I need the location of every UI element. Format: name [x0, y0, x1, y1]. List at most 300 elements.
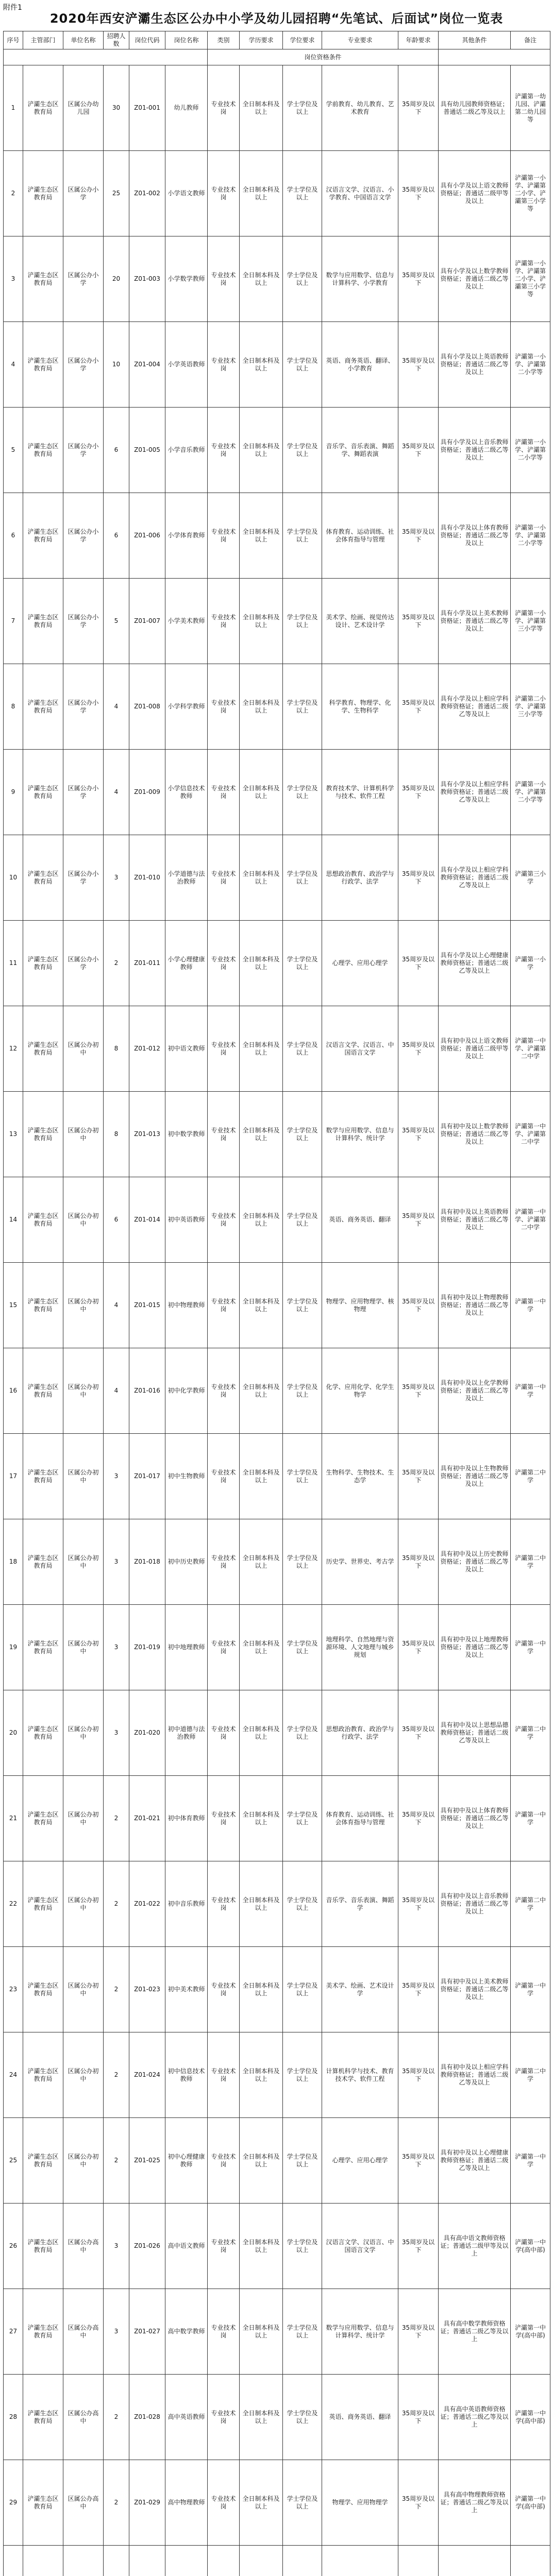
table-body: [4, 65, 550, 2576]
cell-age: [398, 2546, 439, 2576]
cell-dept: 浐灞生态区教育局: [23, 579, 63, 664]
cell-unit: 区属公办初中: [63, 1434, 104, 1519]
cell-note: 浐灞第一中学: [511, 1348, 550, 1434]
cell-no: 27: [4, 2289, 23, 2375]
cell-age: 35周岁及以下: [398, 2204, 439, 2289]
cell-dept: [23, 2546, 63, 2576]
cell-age: 35周岁及以下: [398, 2118, 439, 2204]
cell-dept: 浐灞生态区教育局: [23, 493, 63, 579]
cell-dept: 浐灞生态区教育局: [23, 2375, 63, 2460]
cell-cat: 专业技术岗: [208, 2375, 240, 2460]
cell-post: 高中语文教师: [165, 2204, 208, 2289]
table-row: [4, 2546, 550, 2576]
cell-degree: 学士学位及以上: [283, 1092, 322, 1177]
cell-cat: 专业技术岗: [208, 1263, 240, 1348]
table-row: [4, 1861, 550, 1947]
cell-unit: 区属公办初中: [63, 1348, 104, 1434]
cell-edu: 全日制本科及以上: [240, 2460, 283, 2546]
cell-no: 3: [4, 236, 23, 322]
cell-dept: 浐灞生态区教育局: [23, 1690, 63, 1776]
cell-edu: 全日制本科及以上: [240, 1177, 283, 1263]
cell-age: 35周岁及以下: [398, 1006, 439, 1092]
table-row: [4, 2460, 550, 2546]
cell-code: Z01-029: [129, 2460, 165, 2546]
cell-post: 小学心理健康教师: [165, 921, 208, 1006]
cell-unit: 区属公办小学: [63, 408, 104, 493]
cell-code: Z01-020: [129, 1690, 165, 1776]
cell-cond: 具有高中数学教师资格证；普通话二级乙等及以上: [439, 2289, 511, 2375]
cell-unit: 区属公办初中: [63, 1263, 104, 1348]
cell-dept: 浐灞生态区教育局: [23, 664, 63, 750]
cell-cond: 具有初中及以上地理教师资格证；普通话二级乙等及以上: [439, 1605, 511, 1690]
cell-post: 小学体育教师: [165, 493, 208, 579]
cell-post: 初中体育教师: [165, 1776, 208, 1861]
cell-cat: 专业技术岗: [208, 2289, 240, 2375]
cell-post: 初中信息技术教师: [165, 2032, 208, 2118]
cell-unit: 区属公办初中: [63, 1006, 104, 1092]
cell-no: 6: [4, 493, 23, 579]
cell-unit: 区属公办高中: [63, 2375, 104, 2460]
col-header-count: 招聘人数: [104, 31, 129, 49]
cell-edu: 全日制本科及以上: [240, 408, 283, 493]
cell-dept: 浐灞生态区教育局: [23, 1861, 63, 1947]
cell-cond: 具有初中及以上思想品德教师资格证；普通话二级乙等及以上: [439, 1690, 511, 1776]
cell-note: 浐灞第一中学: [511, 2118, 550, 2204]
cell-no: 2: [4, 151, 23, 236]
cell-note: 浐灞第一小学、浐灞第三小学等: [511, 579, 550, 664]
cell-cat: 专业技术岗: [208, 493, 240, 579]
cell-no: 12: [4, 1006, 23, 1092]
cell-note: 浐灞第一中学(高中部): [511, 2460, 550, 2546]
cell-no: 20: [4, 1690, 23, 1776]
cell-degree: 学士学位及以上: [283, 1263, 322, 1348]
cell-code: Z01-017: [129, 1434, 165, 1519]
cell-degree: 学士学位及以上: [283, 921, 322, 1006]
cell-post: 初中历史教师: [165, 1519, 208, 1605]
cell-age: 35周岁及以下: [398, 1263, 439, 1348]
cell-degree: 学士学位及以上: [283, 2118, 322, 2204]
cell-count: 2: [104, 1947, 129, 2032]
cell-major: 英语、商务英语、翻译: [322, 2375, 398, 2460]
cell-unit: 区属公办高中: [63, 2204, 104, 2289]
cell-cond: 具有高中语文教师资格证；普通话二级甲等及以上: [439, 2204, 511, 2289]
cell-note: 浐灞第二小学、浐灞第三小学等: [511, 664, 550, 750]
table-row: [4, 236, 550, 322]
cell-no: 23: [4, 1947, 23, 2032]
cell-major: 数学与应用数学、信息与计算科学、小学教育: [322, 236, 398, 322]
cell-edu: 全日制本科及以上: [240, 1434, 283, 1519]
cell-major: 历史学、世界史、考古学: [322, 1519, 398, 1605]
cell-no: 15: [4, 1263, 23, 1348]
table-row: [4, 1434, 550, 1519]
cell-edu: 全日制本科及以上: [240, 1348, 283, 1434]
cell-edu: 全日制本科及以上: [240, 664, 283, 750]
cell-age: 35周岁及以下: [398, 921, 439, 1006]
table-row: [4, 2289, 550, 2375]
cell-cat: 专业技术岗: [208, 408, 240, 493]
cell-major: 思想政治教育、政治学与行政学、法学: [322, 1690, 398, 1776]
table-row: [4, 322, 550, 408]
cell-unit: 区属公办初中: [63, 1177, 104, 1263]
cell-major: 体育教育、运动训练、社会体育指导与管理: [322, 1776, 398, 1861]
cell-age: 35周岁及以下: [398, 1434, 439, 1519]
cell-edu: [240, 2546, 283, 2576]
attachment-label: 附件1: [3, 4, 22, 12]
cell-code: Z01-021: [129, 1776, 165, 1861]
table-row: [4, 835, 550, 921]
cell-cond: 具有初中及以上历史教师资格证；普通话二级乙等及以上: [439, 1519, 511, 1605]
cell-post: 初中化学教师: [165, 1348, 208, 1434]
cell-code: Z01-019: [129, 1605, 165, 1690]
cell-degree: 学士学位及以上: [283, 1947, 322, 2032]
cell-count: 5: [104, 579, 129, 664]
cell-degree: [283, 2546, 322, 2576]
cell-unit: 区属公办初中: [63, 1690, 104, 1776]
cell-note: 浐灞第三小学: [511, 835, 550, 921]
cell-edu: 全日制本科及以上: [240, 65, 283, 151]
cell-cond: 具有小学及以上相应学科教师资格证；普通话二级乙等及以上: [439, 835, 511, 921]
cell-cond: 具有小学及以上心理健康教师资格证；普通话二级乙等及以上: [439, 921, 511, 1006]
col-header-unit: 单位名称: [63, 31, 104, 49]
cell-cond: 具有小学及以上相应学科教师资格证；普通话二级乙等及以上: [439, 750, 511, 835]
cell-note: 浐灞第一小学、浐灞第二小学等: [511, 408, 550, 493]
cell-degree: 学士学位及以上: [283, 1690, 322, 1776]
cell-age: 35周岁及以下: [398, 579, 439, 664]
cell-no: 29: [4, 2460, 23, 2546]
cell-post: 高中物理教师: [165, 2460, 208, 2546]
cell-degree: 学士学位及以上: [283, 322, 322, 408]
cell-unit: 区属公办小学: [63, 151, 104, 236]
cell-cond: 具有初中及以上英语教师资格证；普通话二级乙等及以上: [439, 1177, 511, 1263]
cell-note: 浐灞第一中学、浐灞第二中学: [511, 1006, 550, 1092]
cell-note: 浐灞第一小学、浐灞第二小学、浐灞第三小学等: [511, 236, 550, 322]
cell-major: 汉语言文学、汉语言、小学教育、中国语言文学: [322, 151, 398, 236]
cell-count: 2: [104, 2032, 129, 2118]
cell-code: Z01-024: [129, 2032, 165, 2118]
cell-edu: 全日制本科及以上: [240, 151, 283, 236]
cell-age: 35周岁及以下: [398, 1861, 439, 1947]
cell-note: 浐灞第一小学、浐灞第二小学、浐灞第三小学等: [511, 151, 550, 236]
cell-unit: 区属公办初中: [63, 1519, 104, 1605]
cell-count: 8: [104, 1092, 129, 1177]
table-row: [4, 1092, 550, 1177]
cell-note: 浐灞第一幼儿园、浐灞第二幼儿园等: [511, 65, 550, 151]
table-row: [4, 1348, 550, 1434]
cell-degree: 学士学位及以上: [283, 750, 322, 835]
cell-dept: 浐灞生态区教育局: [23, 1006, 63, 1092]
cell-post: 小学信息技术教师: [165, 750, 208, 835]
cell-code: Z01-010: [129, 835, 165, 921]
cell-cat: 专业技术岗: [208, 322, 240, 408]
cell-count: 2: [104, 921, 129, 1006]
cell-major: 生物科学、生物技术、生态学: [322, 1434, 398, 1519]
cell-count: 10: [104, 322, 129, 408]
cell-degree: 学士学位及以上: [283, 2289, 322, 2375]
table-row: [4, 1947, 550, 2032]
table-row: [4, 151, 550, 236]
cell-major: 美术学、绘画、视觉传达设计、艺术设计学: [322, 579, 398, 664]
cell-post: 初中语文教师: [165, 1006, 208, 1092]
cell-edu: 全日制本科及以上: [240, 750, 283, 835]
cell-degree: 学士学位及以上: [283, 579, 322, 664]
cell-major: 物理学、应用物理学: [322, 2460, 398, 2546]
cell-post: 高中数学教师: [165, 2289, 208, 2375]
cell-post: 小学音乐教师: [165, 408, 208, 493]
cell-major: 英语、商务英语、翻译、小学教育: [322, 322, 398, 408]
cell-count: 3: [104, 2289, 129, 2375]
cell-cat: 专业技术岗: [208, 1177, 240, 1263]
col-header-code: 岗位代码: [129, 31, 165, 49]
cell-edu: 全日制本科及以上: [240, 579, 283, 664]
cell-cond: 具有初中及以上物理教师资格证；普通话二级乙等及以上: [439, 1263, 511, 1348]
cell-dept: 浐灞生态区教育局: [23, 151, 63, 236]
cell-note: 浐灞第一中学: [511, 1263, 550, 1348]
cell-code: Z01-028: [129, 2375, 165, 2460]
cell-edu: 全日制本科及以上: [240, 1947, 283, 2032]
cell-age: 35周岁及以下: [398, 2032, 439, 2118]
cell-no: 11: [4, 921, 23, 1006]
cell-count: 3: [104, 835, 129, 921]
cell-unit: 区属公办小学: [63, 921, 104, 1006]
cell-note: [511, 2546, 550, 2576]
col-header-age: 年龄要求: [398, 31, 439, 49]
cell-dept: 浐灞生态区教育局: [23, 65, 63, 151]
cell-cond: 具有初中及以上生物教师资格证；普通话二级乙等及以上: [439, 1434, 511, 1519]
cell-code: Z01-012: [129, 1006, 165, 1092]
cell-post: 初中道德与法治教师: [165, 1690, 208, 1776]
cell-age: 35周岁及以下: [398, 2460, 439, 2546]
cell-dept: 浐灞生态区教育局: [23, 750, 63, 835]
cell-cat: 专业技术岗: [208, 1605, 240, 1690]
cell-code: Z01-001: [129, 65, 165, 151]
cell-post: 小学科学教师: [165, 664, 208, 750]
cell-no: [4, 2546, 23, 2576]
cell-edu: 全日制本科及以上: [240, 835, 283, 921]
cell-code: Z01-007: [129, 579, 165, 664]
qualification-group-header: 岗位资格条件: [208, 49, 439, 65]
cell-cat: 专业技术岗: [208, 1690, 240, 1776]
cell-note: 浐灞第一小学、浐灞第二小学等: [511, 750, 550, 835]
cell-count: 3: [104, 1434, 129, 1519]
cell-cat: [208, 2546, 240, 2576]
cell-cat: 专业技术岗: [208, 1947, 240, 2032]
col-header-dept: 主管部门: [23, 31, 63, 49]
cell-dept: 浐灞生态区教育局: [23, 2289, 63, 2375]
cell-cat: 专业技术岗: [208, 1776, 240, 1861]
cell-count: 2: [104, 2375, 129, 2460]
table-row: [4, 921, 550, 1006]
cell-count: 2: [104, 2460, 129, 2546]
cell-post: 幼儿教师: [165, 65, 208, 151]
cell-unit: 区属公办初中: [63, 1861, 104, 1947]
cell-degree: 学士学位及以上: [283, 236, 322, 322]
col-header-degree: 学位要求: [283, 31, 322, 49]
col-header-cond: 其他条件: [439, 31, 511, 49]
cell-no: 5: [4, 408, 23, 493]
cell-dept: 浐灞生态区教育局: [23, 236, 63, 322]
cell-cat: 专业技术岗: [208, 579, 240, 664]
cell-count: 3: [104, 1690, 129, 1776]
cell-post: 小学美术教师: [165, 579, 208, 664]
cell-edu: 全日制本科及以上: [240, 2289, 283, 2375]
cell-post: 小学语文教师: [165, 151, 208, 236]
cell-post: 小学数学教师: [165, 236, 208, 322]
cell-age: 35周岁及以下: [398, 493, 439, 579]
table-header-row: [4, 31, 550, 49]
cell-dept: 浐灞生态区教育局: [23, 835, 63, 921]
cell-note: 浐灞第一小学、浐灞第二小学等: [511, 322, 550, 408]
cell-count: 6: [104, 493, 129, 579]
cell-unit: 区属公办小学: [63, 579, 104, 664]
cell-post: 初中美术教师: [165, 1947, 208, 2032]
cell-age: 35周岁及以下: [398, 1348, 439, 1434]
cell-no: 16: [4, 1348, 23, 1434]
cell-count: 6: [104, 408, 129, 493]
cell-count: 4: [104, 1263, 129, 1348]
cell-age: 35周岁及以下: [398, 750, 439, 835]
cell-degree: 学士学位及以上: [283, 1006, 322, 1092]
cell-major: 化学、应用化学、化学生物学: [322, 1348, 398, 1434]
cell-cat: 专业技术岗: [208, 1348, 240, 1434]
cell-cond: 具有初中及以上音乐教师资格证；普通话二级乙等及以上: [439, 1861, 511, 1947]
cell-degree: 学士学位及以上: [283, 1177, 322, 1263]
cell-code: Z01-018: [129, 1519, 165, 1605]
cell-no: 8: [4, 664, 23, 750]
cell-note: 浐灞第一中学(高中部): [511, 2289, 550, 2375]
cell-unit: 区属公办高中: [63, 2460, 104, 2546]
cell-code: Z01-015: [129, 1263, 165, 1348]
cell-note: 浐灞第一小学、浐灞第二小学等: [511, 493, 550, 579]
cell-age: 35周岁及以下: [398, 151, 439, 236]
col-header-cat: 类别: [208, 31, 240, 49]
cell-dept: 浐灞生态区教育局: [23, 1434, 63, 1519]
cell-count: 25: [104, 151, 129, 236]
cell-age: 35周岁及以下: [398, 236, 439, 322]
table-subheader-row: [4, 49, 550, 65]
cell-count: [104, 2546, 129, 2576]
cell-cat: 专业技术岗: [208, 2032, 240, 2118]
cell-no: 25: [4, 2118, 23, 2204]
cell-unit: 区属公办小学: [63, 835, 104, 921]
cell-edu: 全日制本科及以上: [240, 2375, 283, 2460]
cell-cat: 专业技术岗: [208, 236, 240, 322]
cell-dept: 浐灞生态区教育局: [23, 1177, 63, 1263]
cell-cat: 专业技术岗: [208, 2204, 240, 2289]
cell-cond: 具有小学及以上数学教师资格证；普通话二级乙等及以上: [439, 236, 511, 322]
cell-code: [129, 2546, 165, 2576]
cell-edu: 全日制本科及以上: [240, 2032, 283, 2118]
table-row: [4, 1776, 550, 1861]
cell-note: 浐灞第一中学、浐灞第二中学: [511, 1092, 550, 1177]
cell-age: 35周岁及以下: [398, 1690, 439, 1776]
cell-count: 4: [104, 664, 129, 750]
cell-degree: 学士学位及以上: [283, 2460, 322, 2546]
cell-cat: 专业技术岗: [208, 1519, 240, 1605]
cell-post: 初中英语教师: [165, 1177, 208, 1263]
cell-post: 初中生物教师: [165, 1434, 208, 1519]
cell-dept: 浐灞生态区教育局: [23, 1605, 63, 1690]
cell-age: 35周岁及以下: [398, 2289, 439, 2375]
cell-cond: 具有初中及以上语文教师资格证；普通话二级甲等及以上: [439, 1006, 511, 1092]
page-title: 2020年西安浐灞生态区公办中小学及幼儿园招聘“先笔试、后面试”岗位一览表: [49, 11, 504, 26]
cell-major: [322, 2546, 398, 2576]
cell-edu: 全日制本科及以上: [240, 322, 283, 408]
cell-age: 35周岁及以下: [398, 322, 439, 408]
cell-unit: 区属公办初中: [63, 2032, 104, 2118]
cell-major: 科学教育、物理学、化学、生物科学: [322, 664, 398, 750]
cell-dept: 浐灞生态区教育局: [23, 1776, 63, 1861]
cell-count: 3: [104, 1519, 129, 1605]
cell-count: 4: [104, 1348, 129, 1434]
cell-code: Z01-005: [129, 408, 165, 493]
cell-no: 22: [4, 1861, 23, 1947]
cell-major: 心理学、应用心理学: [322, 2118, 398, 2204]
cell-major: 教育技术学、计算机科学与技术、软件工程: [322, 750, 398, 835]
cell-unit: 区属公办小学: [63, 236, 104, 322]
cell-code: Z01-006: [129, 493, 165, 579]
cell-degree: 学士学位及以上: [283, 2204, 322, 2289]
cell-no: 7: [4, 579, 23, 664]
cell-post: 高中英语教师: [165, 2375, 208, 2460]
cell-edu: 全日制本科及以上: [240, 1861, 283, 1947]
cell-code: Z01-002: [129, 151, 165, 236]
cell-cond: 具有幼儿园教师资格证；普通话二级乙等及以上: [439, 65, 511, 151]
cell-age: 35周岁及以下: [398, 835, 439, 921]
cell-edu: 全日制本科及以上: [240, 236, 283, 322]
cell-cond: 具有高中英语教师资格证；普通话二级乙等及以上: [439, 2375, 511, 2460]
cell-age: 35周岁及以下: [398, 2375, 439, 2460]
recruitment-table: [3, 31, 550, 2576]
cell-no: 24: [4, 2032, 23, 2118]
cell-count: 3: [104, 1605, 129, 1690]
cell-cond: 具有初中及以上体育教师资格证；普通话二级乙等及以上: [439, 1776, 511, 1861]
cell-cat: 专业技术岗: [208, 750, 240, 835]
cell-no: 4: [4, 322, 23, 408]
cell-post: 初中物理教师: [165, 1263, 208, 1348]
cell-edu: 全日制本科及以上: [240, 1690, 283, 1776]
cell-count: 6: [104, 1177, 129, 1263]
cell-count: 2: [104, 2118, 129, 2204]
cell-degree: 学士学位及以上: [283, 664, 322, 750]
cell-edu: 全日制本科及以上: [240, 1605, 283, 1690]
cell-cat: 专业技术岗: [208, 1434, 240, 1519]
cell-unit: 区属公办小学: [63, 322, 104, 408]
cell-cond: 具有初中及以上心理健康教师资格证；普通话二级乙等及以上: [439, 2118, 511, 2204]
cell-edu: 全日制本科及以上: [240, 1263, 283, 1348]
table-row: [4, 408, 550, 493]
cell-count: 2: [104, 1861, 129, 1947]
cell-note: 浐灞第二中学: [511, 1434, 550, 1519]
cell-unit: 区属公办初中: [63, 1092, 104, 1177]
cell-code: Z01-003: [129, 236, 165, 322]
cell-age: 35周岁及以下: [398, 1776, 439, 1861]
cell-code: Z01-016: [129, 1348, 165, 1434]
cell-age: 35周岁及以下: [398, 1177, 439, 1263]
cell-cond: 具有小学及以上美术教师资格证；普通话二级乙等及以上: [439, 579, 511, 664]
cell-cond: 具有初中及以上数学教师资格证；普通话二级乙等及以上: [439, 1092, 511, 1177]
cell-count: 30: [104, 65, 129, 151]
cell-count: 2: [104, 1776, 129, 1861]
cell-unit: 区属公办小学: [63, 664, 104, 750]
cell-edu: 全日制本科及以上: [240, 1092, 283, 1177]
cell-degree: 学士学位及以上: [283, 65, 322, 151]
cell-dept: 浐灞生态区教育局: [23, 408, 63, 493]
table-row: [4, 65, 550, 151]
cell-dept: 浐灞生态区教育局: [23, 2032, 63, 2118]
cell-unit: 区属公办初中: [63, 1776, 104, 1861]
cell-age: 35周岁及以下: [398, 1947, 439, 2032]
col-header-major: 专业要求: [322, 31, 398, 49]
